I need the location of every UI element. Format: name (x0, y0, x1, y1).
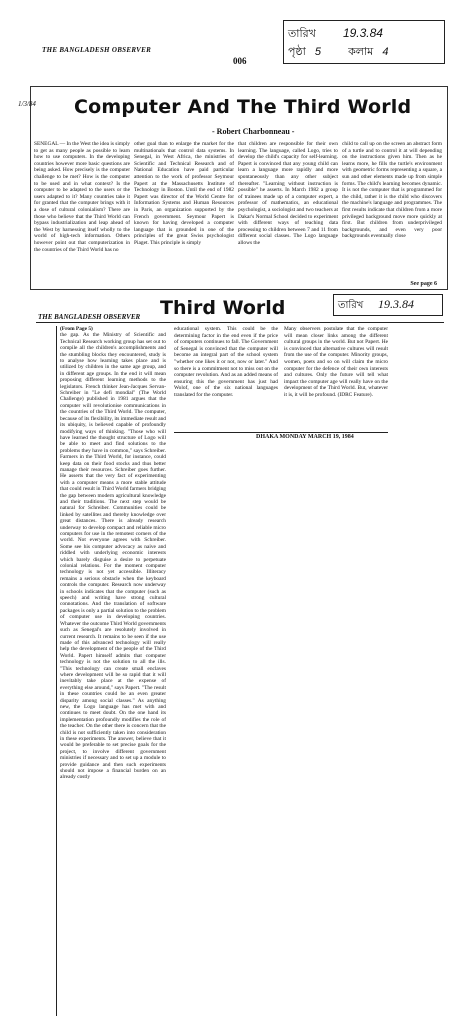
article-1-column-2 (134, 141, 234, 285)
article-2-from-page: (From Page 5) (60, 326, 93, 332)
article-2-bottom-rule (174, 432, 388, 433)
article-2-date-value: 19.3.84 (378, 297, 414, 311)
article-2-column-3-text: Many observers postulate that the computer will mean closer links among the different cultural groups in the world. But not Papert. He is convinced that alternative cultures will result from the use of the computer. Minority groups, women, poets and so on will claim the micro computer for the defence of their own interests and cultures. Only the future will tell what impact the computer age will really have on the development of the Third World. But, whatever it is, it will be profound. (IDRC Feature). (284, 326, 388, 398)
article-2-column-1 (60, 326, 166, 1016)
article-1-column-1 (34, 141, 130, 285)
article-2-top-rule (36, 322, 444, 323)
article-1-column-3-text: that children are responsible for their own learning. The language, called Logo, tries to develop the child's capacity for self-learning. Papert is convinced that any young child can learn a language more rapidly and more spontaneously than any other subject thereafter. "Learning without instruction is possible" he asserts. In March 1982 a group of trainees made up of a computer expert, a professor of mathematics, an educational psychologist, a sociologist and two teachers at Dakar's Normal School decided to experiment with different ways of teaching data processing to children between 7 and 11 from different social classes. The Logo language allows the (238, 141, 338, 246)
column-value: 4 (382, 46, 389, 58)
document-number: 006 (233, 56, 247, 66)
article-2-date-stamp (333, 294, 443, 316)
date-stamp-box (283, 20, 445, 64)
date-value: 19.3.84 (342, 26, 383, 40)
article-1-column-1-text: SENEGAL — In the West the idea is simply to get as many people as possible to learn how to use computers. In the developing countries however more basic questions are being asked. How precisely is the computer challenge to be met? How is the computer to be used and in what context? Is the computer to be adapted to the users or the users adapted to it? Many countries take it for granted that the computer brings with it a dose of cultural colonialism? There are those who believe that the Third World can bypass industrialization and leap ahead of the West by harnessing itself wholly to the world of high-tech information. Others however point out that computerization in the countries of the Third World has no (34, 141, 130, 253)
see-page-note: See page 6 (410, 281, 437, 287)
binder-number: 1/3/84 (18, 100, 36, 108)
article-1-byline: - Robert Charbonneau - (212, 127, 295, 136)
article-2-column-2-text: educational system. This could be the determining factor in the end even if the price of computers continues to fall. The Government of Senegal is convinced that the computer will become an integral part of the school system "whether one likes it or not, now or later." And so there is a commitment not to miss out on the computer revolution. And as an added means of ensuring this the government has just had Wolof, one of the six national languages translated for the computer. (174, 326, 278, 398)
article-2-date-label: তারিখ (338, 300, 364, 311)
article-1-title: Computer And The Third World (74, 96, 412, 118)
article-1-column-4 (342, 141, 442, 275)
article-2-column-2 (174, 326, 278, 430)
article-2-column-3 (284, 326, 388, 430)
article-2-dateline: DHAKA MONDAY MARCH 19, 1984 (256, 434, 354, 440)
page-label: পৃষ্ঠা (288, 46, 306, 58)
article-2-left-border (56, 326, 57, 1016)
date-label: তারিখ (288, 28, 316, 40)
page-value: 5 (314, 46, 322, 58)
article-2-newspaper-name: THE BANGLADESH OBSERVER (38, 313, 141, 321)
newspaper-name: THE BANGLADESH OBSERVER (42, 46, 152, 54)
article-1-column-3 (238, 141, 338, 285)
article-2-title: Third World (160, 297, 286, 319)
article-2-column-1-text: the gap. As the Ministry of Scientific and Technical Research working group has set out to compile all the children's accomplishments and the stumbling blocks they encountered, study is to analyse how learning takes place and is utilized by children in the same age group, and in different age groups. In the end it will mean proposing different learning methods to the legislators. French thinker Jean-Jacques Servan-Schreiber in "Le defi mondial" (The World Challenge) published in 1981 argues that the computer will revolutionise communications in the countries of the Third World. The computer, because of its flexibility, its immediate result and its ubiquity, is believed capable of profoundly modifying ways of thinking. "Those who will have learned the thought structure of Logo will be able to meet and find solutions to the problems they have in common," says Schreiber. Farmers in the Third World, for instance, could keep data on their food stocks and thus better manage their resources. Schreiber goes further. He asserts that the very fact of experimenting with a computer means a more stable attitude that could result in Third World farmers bridging the gap between modern agricultural knowledge and their traditions. The next step would be natural for Schreiber. Communities could be linked by satellites and thereby knowledge over great distances. There is already research underway to develop compact and reliable micro computers for use in the remotest corners of the world. Not everyone agrees with Schreiber. Some see his computer advocacy as naive and riddled with underlying economic interests which barely disguise a desire to perpetuate colonial relations. For the moment computer technology is not yet accessible. Illiteracy remains a serious obstacle when the keyboard controls the computer. Research now underway in schools indicates that the computer (such as speech) and writing have strong cultural connotations. And the translation of software packages is only a partial solution to the problem of computer use in developing countries. Whatever the outcome Third World governments such as Senegal's are resolutely involved in current research. It remains to be seen if the use made of this advanced technology will really help the development of the people of the Third World. Papert himself admits that computer technology is not the solution to all the ills. "This technology can create small enclaves where development will be so rapid that it will inevitably take place at the expense of everything else around," says Papert. "The result in these countries could be an even greater disparity among social classes." As anything new, the Logo language has met with and continues to meet doubt. On the one hand its implementation profoundly modifies the role of the teacher. On the other there is concern that the child is not sufficiently taken into consideration in these experiments. The answer, believe that it would be preferable to set precise goals for the project, to involve different government ministries if necessary and to set up a module to provide guidance and then such experiments should not impose a financial burden on an already costly (60, 332, 166, 781)
article-1-column-4-text: child to call up on the screen an abstract form of a turtle and to control it at will depending on the instructions given him. Then as he learns more, he fills the turtle's environment with geometric forms representing a square, a sun and other elements made up from simple forms. The child's learning becomes dynamic. It is not the computer that is programmed for the child, rather it is the child who discovers the machine's language and programmes. The first results indicate that children from a more privileged background move more quickly at first. But children from underprivileged backgrounds, and even very poor backgrounds eventually close (342, 141, 442, 240)
article-1-column-2-text: other goal than to enlarge the market for the multinationals that control data systems. In Senegal, in West Africa, the ministries of Scientific and Technical Research and of National Education have paid particular attention to the work of professor Seymour Papert at the Massachusetts Institute of Technology in Boston. Until the end of 1982 Papert was director of the World Centre for Information Systems and Human Resources in Paris, an organization supported by the French government. Seymour Papert is known for having developed a computer language that is grounded in one of the principles of the great Swiss psychologist Piaget. This principle is simply (134, 141, 234, 246)
column-label: কলাম (348, 46, 374, 58)
